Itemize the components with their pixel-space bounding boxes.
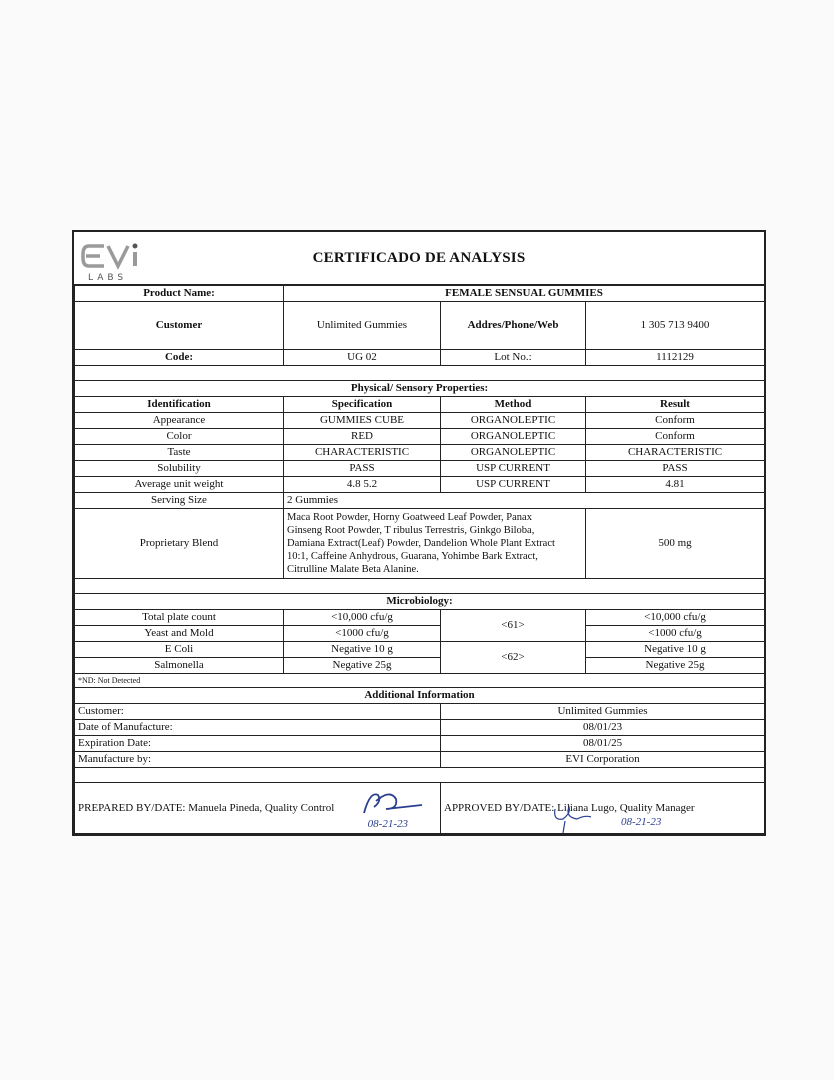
customer-label: Customer bbox=[75, 302, 284, 350]
method-cell: ORGANOLEPTIC bbox=[441, 413, 586, 429]
identification-cell: Solubility bbox=[75, 461, 284, 477]
blend-line: Damiana Extract(Leaf) Powder, Dandelion Whole Plant Extract bbox=[287, 538, 555, 549]
table-row bbox=[75, 704, 765, 720]
specification-cell: CHARACTERISTIC bbox=[284, 445, 441, 461]
additional-section-title: Additional Information bbox=[75, 688, 765, 704]
specification-cell: RED bbox=[284, 429, 441, 445]
customer-value: Unlimited Gummies bbox=[284, 302, 441, 350]
blend-line: Maca Root Powder, Horny Goatweed Leaf Powder, Panax bbox=[287, 512, 532, 523]
serving-size-row bbox=[75, 493, 765, 509]
result-cell: Negative 25g bbox=[586, 658, 765, 674]
info-value: 08/01/23 bbox=[441, 720, 765, 736]
table-row bbox=[75, 720, 765, 736]
identification-cell: Average unit weight bbox=[75, 477, 284, 493]
test-name-cell: Total plate count bbox=[75, 610, 284, 626]
microbiology-section-title: Microbiology: bbox=[75, 594, 765, 610]
column-header: Identification bbox=[75, 397, 284, 413]
table-row bbox=[75, 752, 765, 768]
contact-value: 1 305 713 9400 bbox=[586, 302, 765, 350]
approved-date: 08-21-23 bbox=[621, 816, 662, 828]
column-header: Method bbox=[441, 397, 586, 413]
certificate-document bbox=[72, 230, 766, 836]
approved-by-text: APPROVED BY/DATE: Liliana Lugo, Quality Manager bbox=[444, 801, 695, 814]
prepared-signature bbox=[356, 787, 426, 817]
prepared-by-cell bbox=[75, 783, 441, 834]
identification-cell: Taste bbox=[75, 445, 284, 461]
info-value: Unlimited Gummies bbox=[441, 704, 765, 720]
info-label: Manufacture by: bbox=[75, 752, 441, 768]
test-name-cell: Salmonella bbox=[75, 658, 284, 674]
table-row bbox=[75, 610, 765, 626]
blend-line: 10:1, Caffeine Anhydrous, Guarana, Yohimbe Bark Extract, bbox=[287, 551, 538, 562]
result-cell: PASS bbox=[586, 461, 765, 477]
info-label: Expiration Date: bbox=[75, 736, 441, 752]
document-title: CERTIFICADO DE ANALYSIS bbox=[312, 250, 526, 266]
not-detected-note: *ND: Not Detected bbox=[75, 674, 765, 688]
test-name-cell: E Coli bbox=[75, 642, 284, 658]
result-cell: 4.81 bbox=[586, 477, 765, 493]
result-cell: Conform bbox=[586, 413, 765, 429]
method-cell: <62> bbox=[441, 642, 586, 674]
serving-size-value: 2 Gummies bbox=[284, 493, 765, 509]
result-cell: CHARACTERISTIC bbox=[586, 445, 765, 461]
proprietary-blend-row bbox=[75, 509, 765, 579]
column-header: Specification bbox=[284, 397, 441, 413]
info-value: 08/01/25 bbox=[441, 736, 765, 752]
prepared-by-text: PREPARED BY/DATE: Manuela Pineda, Quality Control bbox=[78, 801, 335, 814]
method-cell: <61> bbox=[441, 610, 586, 642]
specification-cell: <1000 cfu/g bbox=[284, 626, 441, 642]
result-cell: <1000 cfu/g bbox=[586, 626, 765, 642]
info-label: Customer: bbox=[75, 704, 441, 720]
result-cell: Conform bbox=[586, 429, 765, 445]
table-row bbox=[75, 642, 765, 658]
code-value: UG 02 bbox=[284, 350, 441, 366]
method-cell: USP CURRENT bbox=[441, 477, 586, 493]
proprietary-blend-result: 500 mg bbox=[586, 509, 765, 579]
result-cell: <10,000 cfu/g bbox=[586, 610, 765, 626]
table-row bbox=[75, 736, 765, 752]
table-row bbox=[75, 477, 765, 493]
proprietary-blend-ingredients bbox=[284, 509, 586, 579]
test-name-cell: Yeast and Mold bbox=[75, 626, 284, 642]
table-row bbox=[75, 658, 765, 674]
approved-signature bbox=[551, 803, 601, 833]
product-name-label: Product Name: bbox=[75, 286, 284, 302]
table-row bbox=[75, 626, 765, 642]
lot-label: Lot No.: bbox=[441, 350, 586, 366]
result-cell: Negative 10 g bbox=[586, 642, 765, 658]
method-cell: ORGANOLEPTIC bbox=[441, 429, 586, 445]
proprietary-blend-label: Proprietary Blend bbox=[75, 509, 284, 579]
identification-cell: Appearance bbox=[75, 413, 284, 429]
svg-text:LABS: LABS bbox=[88, 273, 128, 283]
spacer-row bbox=[75, 768, 765, 783]
info-value: EVI Corporation bbox=[441, 752, 765, 768]
spacer-row bbox=[75, 366, 765, 381]
specification-cell: GUMMIES CUBE bbox=[284, 413, 441, 429]
specification-cell: Negative 25g bbox=[284, 658, 441, 674]
spacer-row bbox=[75, 579, 765, 594]
identification-cell: Color bbox=[75, 429, 284, 445]
signature-row bbox=[75, 783, 765, 834]
column-header: Result bbox=[586, 397, 765, 413]
specification-cell: 4.8 5.2 bbox=[284, 477, 441, 493]
approved-by-cell bbox=[441, 783, 765, 834]
method-cell: USP CURRENT bbox=[441, 461, 586, 477]
table-row bbox=[75, 413, 765, 429]
specification-cell: <10,000 cfu/g bbox=[284, 610, 441, 626]
table-row bbox=[75, 445, 765, 461]
certificate-header bbox=[74, 232, 764, 285]
info-label: Date of Manufacture: bbox=[75, 720, 441, 736]
lot-value: 1112129 bbox=[586, 350, 765, 366]
product-name-value: FEMALE SENSUAL GUMMIES bbox=[284, 286, 765, 302]
serving-size-label: Serving Size bbox=[75, 493, 284, 509]
blend-line: Citrulline Malate Beta Alanine. bbox=[287, 564, 419, 575]
method-cell: ORGANOLEPTIC bbox=[441, 445, 586, 461]
table-row bbox=[75, 461, 765, 477]
table-row bbox=[75, 429, 765, 445]
specification-cell: PASS bbox=[284, 461, 441, 477]
code-label: Code: bbox=[75, 350, 284, 366]
blend-line: Ginseng Root Powder, T ribulus Terrestris, Ginkgo Biloba, bbox=[287, 525, 535, 536]
prepared-date: 08-21-23 bbox=[367, 818, 408, 830]
specification-cell: Negative 10 g bbox=[284, 642, 441, 658]
physical-section-title: Physical/ Sensory Properties: bbox=[75, 381, 765, 397]
certificate-table bbox=[74, 285, 765, 834]
contact-label: Addres/Phone/Web bbox=[441, 302, 586, 350]
